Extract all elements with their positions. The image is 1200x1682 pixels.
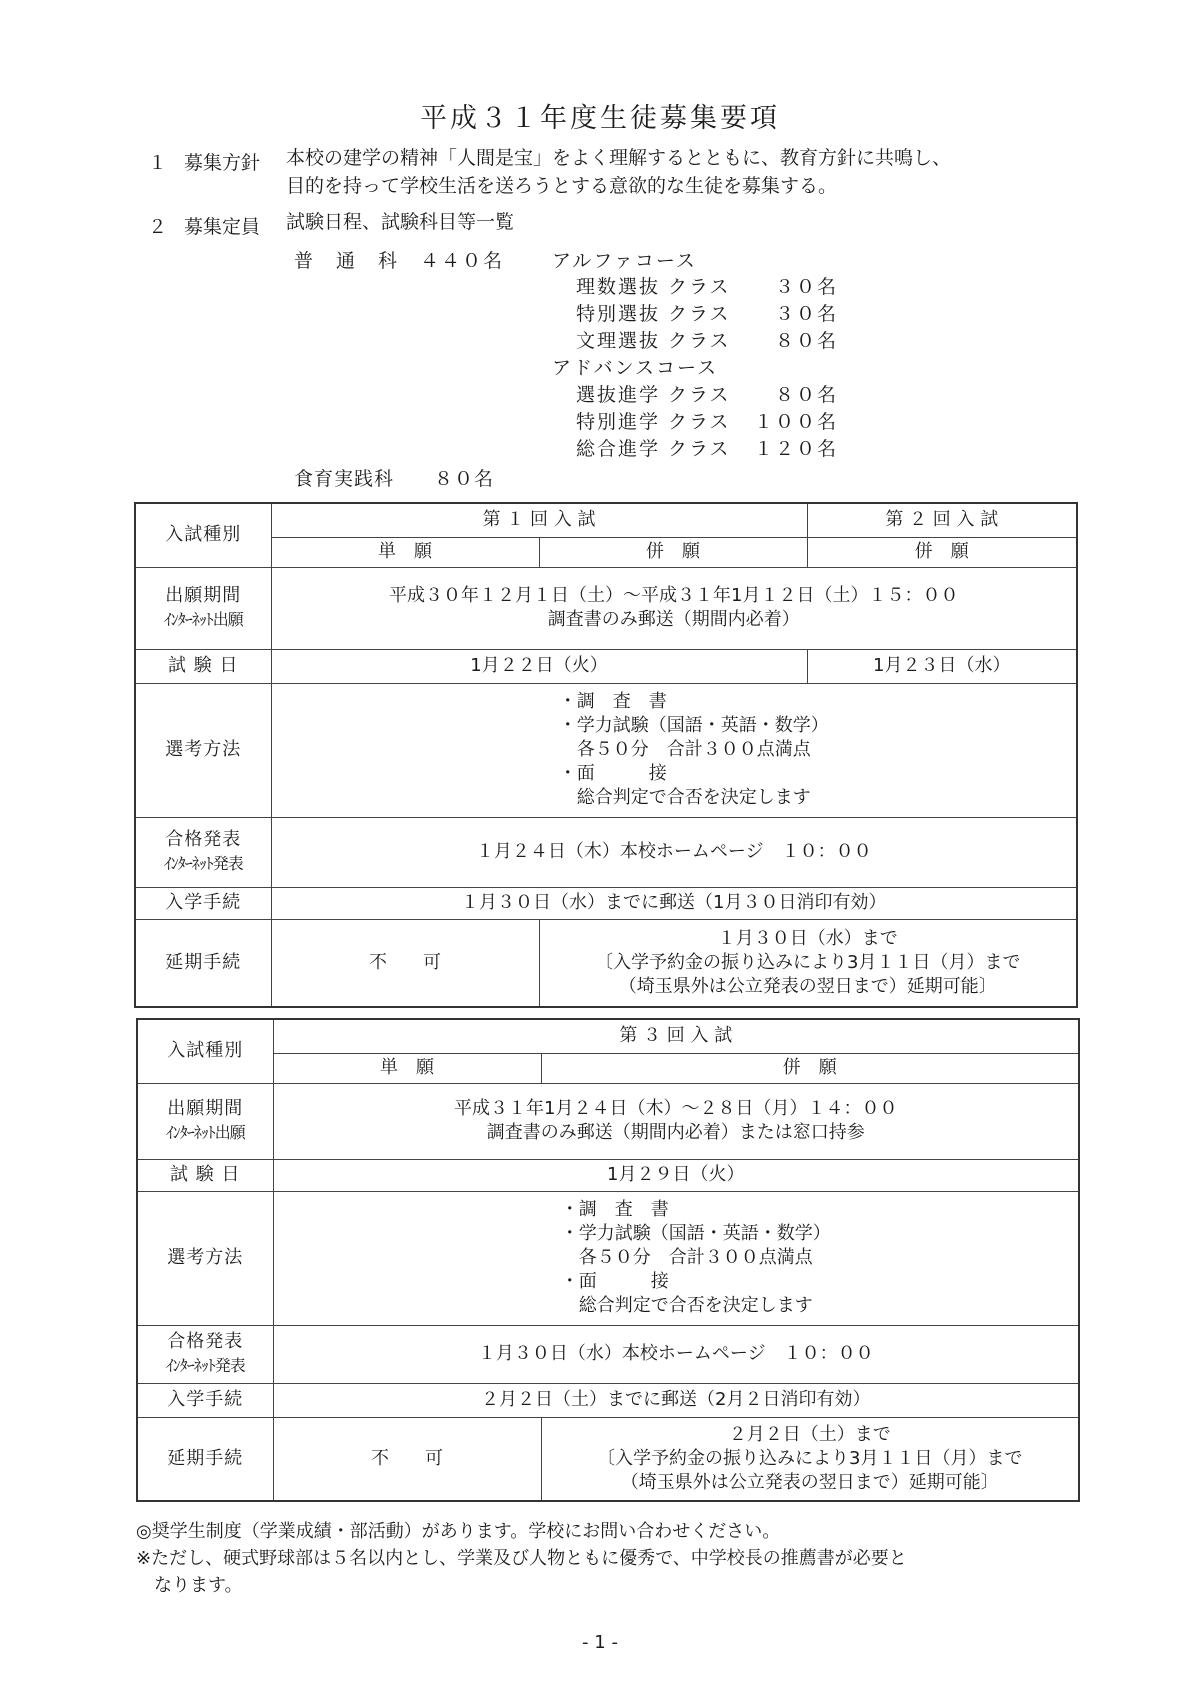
class-name: 文理選抜 クラス <box>576 330 731 352</box>
application-period <box>271 567 1077 649</box>
method-line: ・学力試験（国語・英語・数学） <box>560 1223 831 1244</box>
class-count: １２０名 <box>753 438 838 460</box>
note-line: ※ただし、硬式野球部は５名以内とし、学業及び人物ともに優秀で、中学校長の推薦書が必要と <box>136 1548 907 1569</box>
period-line: 調査書のみ郵送（期間内必着） <box>547 609 800 630</box>
section-label: 募集方針 <box>184 152 261 174</box>
label-subtext: ｲﾝﾀｰﾈｯﾄ出願 <box>163 610 243 629</box>
class-count: ３０名 <box>774 303 838 325</box>
note-line: ◎奨学生制度（学業成績・部活動）があります。学校にお問い合わせください。 <box>136 1521 781 1542</box>
postponement-combined <box>541 1417 1079 1501</box>
label-subtext: ｲﾝﾀｰﾈｯﾄ出願 <box>165 1123 245 1142</box>
class-name: 特別進学 クラス <box>576 411 731 433</box>
postpone-line: （埼玉県外は公立発表の翌日まで）延期可能〕 <box>620 1471 999 1493</box>
section-number: ２ <box>148 216 168 238</box>
single-header: 単 願 <box>271 537 539 567</box>
section-label: 募集定員 <box>184 216 261 238</box>
selection-method-label: 選考方法 <box>135 683 271 817</box>
general-dept: 普 通 科 ４４０名 <box>294 250 505 272</box>
postpone-line: 〔入学予約金の振り込みにより3月１１日（月）まで <box>597 1447 1023 1469</box>
exam-table-rounds-1-2 <box>134 502 1078 1008</box>
combined-header: 併 願 <box>541 1053 1079 1083</box>
food-dept: 食育実践科 ８０名 <box>294 468 495 490</box>
label-text: 出願期間 <box>165 585 242 606</box>
class-name: 選抜進学 クラス <box>576 384 731 406</box>
class-count: １００名 <box>753 411 838 433</box>
label-text: 合格発表 <box>167 1331 244 1352</box>
result-announcement-label <box>135 817 271 887</box>
postponement-label: 延期手続 <box>135 919 271 1007</box>
application-period-label <box>135 567 271 649</box>
exam-table-round-3 <box>136 1018 1080 1502</box>
postponement-label: 延期手続 <box>137 1417 273 1501</box>
combined-header: 併 願 <box>539 537 807 567</box>
round-1-header: 第 １ 回 入 試 <box>271 503 807 537</box>
type-label: 入試種別 <box>137 1019 273 1083</box>
method-line: ・面 接 <box>560 1271 669 1292</box>
label-subtext: ｲﾝﾀｰﾈｯﾄ発表 <box>165 1356 245 1375</box>
exam-date-label: 試 験 日 <box>137 1159 273 1191</box>
exam-date-round-1: 1月２２日（火） <box>271 649 807 683</box>
exam-date: 1月２９日（火） <box>273 1159 1079 1191</box>
method-list <box>559 690 829 810</box>
section-body: 試験日程、試験科目等一覧 <box>286 211 515 233</box>
postpone-line: ２月２日（土）まで <box>728 1423 891 1445</box>
method-line: 総合判定で合否を決定します <box>560 1295 813 1316</box>
selection-method <box>271 683 1077 817</box>
class-name: 特別選抜 クラス <box>576 303 731 325</box>
period-line: 平成３１年1月２４日（木）～２８日（月）１４：００ <box>454 1098 898 1119</box>
exam-date-round-2: 1月２３日（水） <box>807 649 1077 683</box>
round-3-header: 第 ３ 回 入 試 <box>273 1019 1079 1053</box>
method-line: ・面 接 <box>558 763 667 784</box>
result-announcement: １月２４日（木）本校ホームページ １０：００ <box>271 817 1077 887</box>
combined-header: 併 願 <box>807 537 1077 567</box>
postpone-line: 〔入学予約金の振り込みにより3月１１日（月）まで <box>595 951 1021 973</box>
period-line: 平成３０年１２月１日（土）～平成３１年1月１２日（土）１５：００ <box>389 585 959 606</box>
enrollment-procedure: １月３０日（水）までに郵送（1月３０日消印有効） <box>271 887 1077 919</box>
note-line: なります。 <box>136 1575 243 1596</box>
method-line: ・調 査 書 <box>560 1199 669 1220</box>
method-line: 各５０分 合計３００点満点 <box>558 739 811 760</box>
method-list <box>561 1198 831 1318</box>
selection-method <box>273 1191 1079 1325</box>
section-capacity <box>148 212 1048 242</box>
label-text: 合格発表 <box>165 829 242 850</box>
application-period <box>273 1083 1079 1159</box>
policy-line: 目的を持って学校生活を送ろうとする意欲的な生徒を募集する。 <box>286 175 838 197</box>
class-count: ３０名 <box>774 276 838 298</box>
section-number: １ <box>148 152 168 174</box>
postponement-combined <box>539 919 1077 1007</box>
result-announcement-label <box>137 1325 273 1383</box>
document-title: 平成３１年度生徒募集要項 <box>420 103 780 134</box>
section-policy <box>148 148 1048 208</box>
type-label: 入試種別 <box>135 503 271 567</box>
method-line: ・学力試験（国語・英語・数学） <box>558 715 829 736</box>
enrollment-procedure-label: 入学手続 <box>137 1383 273 1417</box>
policy-line: 本校の建学の精神「人間是宝」をよく理解するとともに、教育方針に共鳴し、 <box>286 147 952 169</box>
label-text: 出願期間 <box>167 1098 244 1119</box>
postponement-single: 不 可 <box>271 919 539 1007</box>
class-name: 総合進学 クラス <box>576 438 731 460</box>
method-line: ・調 査 書 <box>558 691 667 712</box>
round-2-header: 第 ２ 回 入 試 <box>807 503 1077 537</box>
notes <box>136 1518 907 1599</box>
label-subtext: ｲﾝﾀｰﾈｯﾄ発表 <box>163 854 243 873</box>
application-period-label <box>137 1083 273 1159</box>
postponement-single: 不 可 <box>273 1417 541 1501</box>
class-count: ８０名 <box>774 384 838 406</box>
selection-method-label: 選考方法 <box>137 1191 273 1325</box>
class-name: 理数選抜 クラス <box>576 276 731 298</box>
class-count: ８０名 <box>774 330 838 352</box>
alpha-course: アルファコース <box>552 250 697 272</box>
postpone-line: １月３０日（水）まで <box>717 927 898 949</box>
advance-course: アドバンスコース <box>552 357 719 379</box>
method-line: 総合判定で合否を決定します <box>558 787 811 808</box>
page-number: - 1 - <box>582 1632 618 1653</box>
method-line: 各５０分 合計３００点満点 <box>560 1247 813 1268</box>
period-line: 調査書のみ郵送（期間内必着）または窓口持参 <box>486 1122 865 1143</box>
enrollment-procedure: ２月２日（土）までに郵送（2月２日消印有効） <box>273 1383 1079 1417</box>
result-announcement: １月３０日（水）本校ホームページ １０：００ <box>273 1325 1079 1383</box>
postpone-line: （埼玉県外は公立発表の翌日まで）延期可能〕 <box>618 975 997 997</box>
section-body <box>286 144 951 200</box>
exam-date-label: 試 験 日 <box>135 649 271 683</box>
enrollment-procedure-label: 入学手続 <box>135 887 271 919</box>
single-header: 単 願 <box>273 1053 541 1083</box>
